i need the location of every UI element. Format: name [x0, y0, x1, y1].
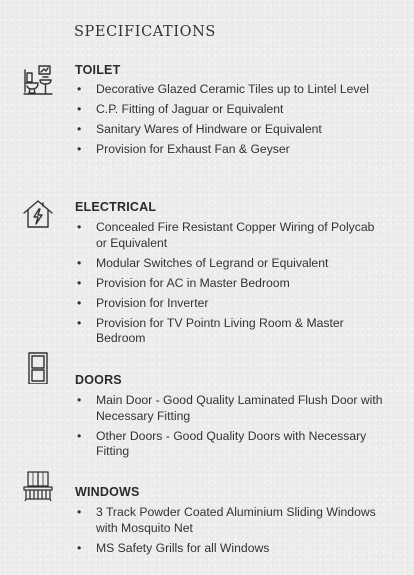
- list-item: • Provision for Inverter: [75, 296, 385, 312]
- toilet-icon: [22, 64, 54, 96]
- list-item: • Modular Switches of Legrand or Equivalent: [75, 256, 385, 272]
- list-item: • Concealed Fire Resistant Copper Wiring of Polycab or Equivalent: [75, 220, 385, 251]
- item-list: [75, 393, 385, 464]
- item-list: [75, 82, 385, 162]
- electrical-house-icon: [22, 198, 54, 230]
- item-list: [75, 220, 385, 351]
- window-icon: [22, 470, 54, 502]
- door-icon: [22, 352, 54, 384]
- list-item: • MS Safety Grills for all Windows: [75, 541, 385, 557]
- section-heading: TOILET: [75, 63, 121, 77]
- list-item: • Main Door - Good Quality Laminated Flush Door with Necessary Fitting: [75, 393, 385, 424]
- item-list: [75, 505, 385, 561]
- list-item: • Other Doors - Good Quality Doors with Necessary Fitting: [75, 429, 385, 460]
- section-heading: ELECTRICAL: [75, 200, 157, 214]
- page-title: SPECIFICATIONS: [74, 24, 216, 40]
- list-item: • Provision for Exhaust Fan & Geyser: [75, 142, 385, 158]
- list-item: • Provision for TV Pointn Living Room & Master Bedroom: [75, 316, 385, 347]
- list-item: • C.P. Fitting of Jaguar or Equivalent: [75, 102, 385, 118]
- list-item: • 3 Track Powder Coated Aluminium Sliding Windows with Mosquito Net: [75, 505, 385, 536]
- section-heading: WINDOWS: [75, 485, 140, 499]
- list-item: • Sanitary Wares of Hindware or Equivalent: [75, 122, 385, 138]
- list-item: • Provision for AC in Master Bedroom: [75, 276, 385, 292]
- list-item: • Decorative Glazed Ceramic Tiles up to Lintel Level: [75, 82, 385, 98]
- section-heading: DOORS: [75, 373, 122, 387]
